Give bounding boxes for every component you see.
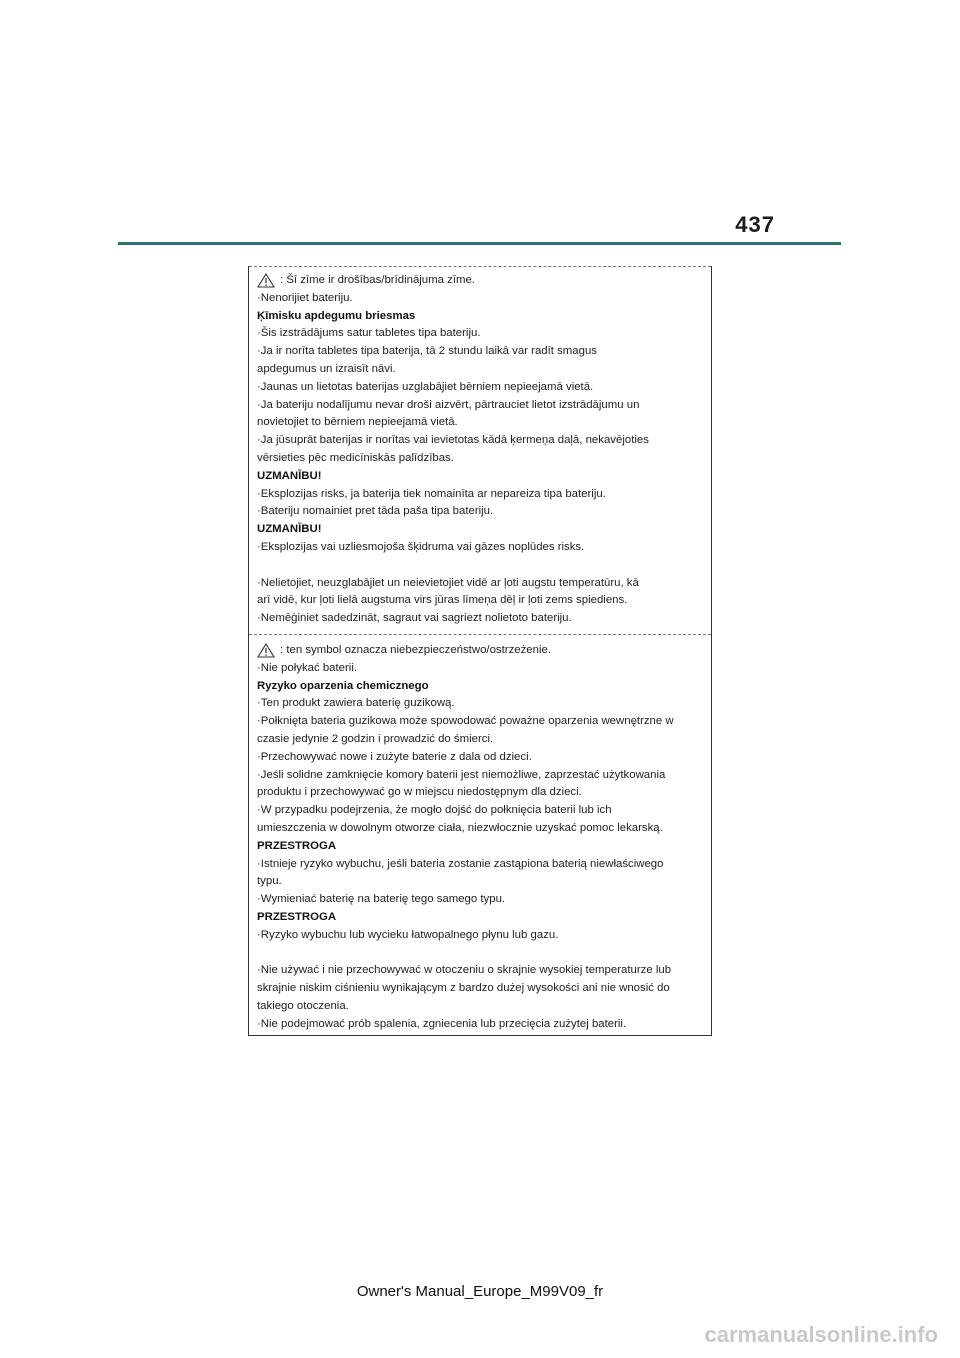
text-line: ·Jeśli solidne zamknięcie komory baterii jest niemożliwe, zaprzestać użytkowania bbox=[257, 768, 666, 781]
text-line: novietojiet to bērniem nepieejamā vietā. bbox=[257, 416, 458, 429]
text-line: ·Nie używać i nie przechowywać w otoczeniu o skrajnie wysokiej temperaturze lub bbox=[257, 964, 672, 977]
text-line: ·Przechowywać nowe i zużyte baterie z dala od dzieci. bbox=[257, 750, 532, 763]
polish-text-lines bbox=[257, 660, 693, 1034]
label-bottom-border bbox=[249, 1035, 711, 1036]
text-line: typu. bbox=[257, 875, 282, 888]
label-top-border bbox=[249, 266, 711, 267]
footer-manual-id: Owner's Manual_Europe_M99V09_fr bbox=[356, 1283, 604, 1300]
text-line: ·Šis izstrādājums satur tabletes tipa bateriju. bbox=[257, 327, 481, 340]
text-line: vērsieties pēc medicīniskās palīdzības. bbox=[257, 451, 454, 464]
text-line: arī vidē, kur ļoti lielā augstuma virs jūras līmeņa dēļ ir ļoti zems spiediens. bbox=[257, 594, 628, 607]
latvian-text-lines bbox=[257, 290, 693, 628]
text-line: ·Jaunas un lietotas baterijas uzglabājiet bērniem nepieejamā vietā. bbox=[257, 380, 594, 393]
text-line: ·Ryzyko wybuchu lub wycieku łatwopalnego płynu lub gazu. bbox=[257, 928, 559, 941]
latvian-warning-section bbox=[257, 272, 693, 628]
section-heading: UZMANĪBU! bbox=[257, 523, 322, 536]
text-line: ·Połknięta bateria guzikowa może spowodować poważne oparzenia wewnętrzne w bbox=[257, 715, 674, 728]
latvian-symbol-text: : Šī zīme ir drošības/brīdinājuma zīme. bbox=[280, 274, 475, 286]
text-line: ·Nelietojiet, neuzglabājiet un neievietojiet vidē ar ļoti augstu temperatūru, kā bbox=[257, 576, 639, 589]
text-line: czasie jedynie 2 godzin i prowadzić do śmierci. bbox=[257, 732, 494, 745]
text-line: takiego otoczenia. bbox=[257, 999, 349, 1012]
text-line: ·Ja ir norīta tabletes tipa baterija, tā 2 stundu laikā var radīt smagus bbox=[257, 345, 597, 358]
text-line: ·W przypadku podejrzenia, że mogło dojść do połknięcia baterii lub ich bbox=[257, 804, 612, 817]
page-number: 437 bbox=[735, 212, 775, 237]
blank-line bbox=[257, 557, 693, 575]
section-heading: PRZESTROGA bbox=[257, 910, 337, 923]
warning-triangle-icon bbox=[257, 273, 275, 288]
text-line: ·Nie podejmować prób spalenia, zgniecenia lub przecięcia zużytej baterii. bbox=[257, 1017, 627, 1030]
text-line: ·Istnieje ryzyko wybuchu, jeśli bateria zostanie zastąpiona baterią niewłaściwego bbox=[257, 857, 664, 870]
text-line: ·Ja jūsuprāt baterijas ir norītas vai ievietotas kādā ķermeņa daļā, nekavējoties bbox=[257, 434, 649, 447]
text-line: ·Nemēģiniet sadedzināt, sagraut vai sagriezt nolietoto bateriju. bbox=[257, 612, 572, 625]
section-heading: Ķīmisku apdegumu briesmas bbox=[257, 309, 416, 322]
label-section-divider bbox=[249, 634, 711, 635]
battery-warning-label bbox=[248, 266, 712, 1036]
polish-symbol-line bbox=[257, 642, 693, 660]
text-line: ·Ja bateriju nodalījumu nevar droši aizvērt, pārtrauciet lietot izstrādājumu un bbox=[257, 398, 640, 411]
text-line: ·Ten produkt zawiera baterię guzikową. bbox=[257, 697, 455, 710]
text-line: ·Eksplozijas vai uzliesmojoša šķidruma vai gāzes noplūdes risks. bbox=[257, 540, 585, 553]
section-heading: UZMANĪBU! bbox=[257, 469, 322, 482]
text-line: apdegumus un izraisīt nāvi. bbox=[257, 362, 396, 375]
section-heading: Ryzyko oparzenia chemicznego bbox=[257, 679, 429, 692]
text-line: umieszczenia w dowolnym otworze ciała, niezwłocznie uzyskać pomoc lekarską. bbox=[257, 821, 663, 834]
text-line: skrajnie niskim ciśnieniu wynikającym z bardzo dużej wysokości ani nie wnosić do bbox=[257, 982, 670, 995]
polish-warning-section bbox=[257, 642, 693, 1034]
text-line: ·Nenorijiet bateriju. bbox=[257, 291, 353, 304]
text-line: ·Eksplozijas risks, ja baterija tiek nomainīta ar nepareiza tipa bateriju. bbox=[257, 487, 606, 500]
blank-line bbox=[257, 945, 693, 963]
header-rule bbox=[118, 242, 841, 245]
text-line: produktu i przechowywać go w miejscu niedostępnym dla dzieci. bbox=[257, 786, 582, 799]
polish-symbol-text: : ten symbol oznacza niebezpieczeństwo/ostrzeżenie. bbox=[280, 644, 551, 656]
text-line: ·Nie połykać baterii. bbox=[257, 661, 358, 674]
watermark: carmanualsonline.info bbox=[704, 1322, 938, 1347]
latvian-symbol-line bbox=[257, 272, 693, 290]
text-line: ·Bateriju nomainiet pret tāda paša tipa bateriju. bbox=[257, 505, 494, 518]
section-heading: PRZESTROGA bbox=[257, 839, 337, 852]
warning-triangle-icon bbox=[257, 643, 275, 658]
text-line: ·Wymieniać baterię na baterię tego samego typu. bbox=[257, 893, 506, 906]
